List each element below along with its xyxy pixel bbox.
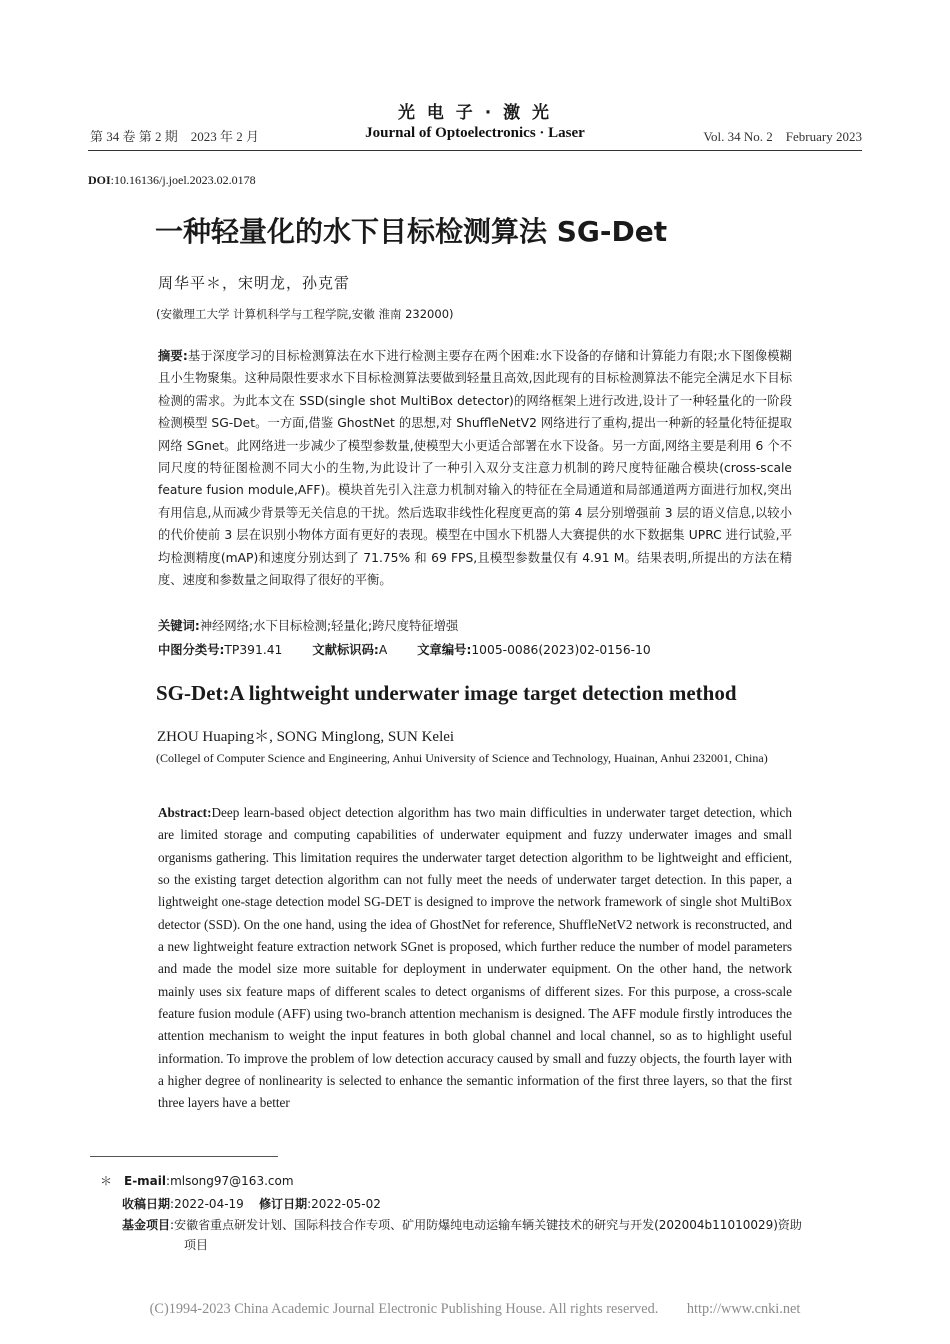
article-no-value: 1005-0086(2023)02-0156-10 bbox=[471, 643, 651, 657]
keywords-cn-label: 关键词 bbox=[158, 619, 195, 633]
doc-code-label: 文献标识码 bbox=[312, 643, 374, 657]
doc-code-value: A bbox=[378, 643, 388, 657]
doc-code-sep: : bbox=[373, 643, 379, 657]
issue-info-cn: 第 34 卷 第 2 期 2023 年 2 月 bbox=[90, 129, 260, 144]
abstract-en-text: Deep learn-based object detection algorithm has two main difficulties in underwater target detection, which are limited storage and computing capabilities of underwater equipment and fuzzy underwater images and small organisms gathering. This limitation requires the underwater target detection algorithm to be lightweight and efficient, so the existing target detection algorithm can not fully meet the needs of underwater target detection. In this paper, a lightweight one-stage detection model SG-DET is designed to improve the network framework of single shot MultiBox detector (SSD). On the one hand, using the idea of GhostNet for reference, ShuffleNetV2 network is reconstructed, and a new lightweight feature extraction network SGnet is proposed, which further reduce the number of model parameters and made the model size more suitable for deployment in underwater equipment. On the other hand, the network mainly uses six feature maps of different scales to detect organisms of different sizes. For this purpose, a cross-scale feature fusion module (AFF) using two-branch attention mechanism is designed. The AFF module firstly introduces the attention mechanism to weight the input features in both global channel and local channel, so as to highlight useful information. To improve the problem of low detection accuracy caused by small and fuzzy objects, the fourth layer with a higher degree of nonlinearity is selected to enhance the semantic information of the first three layers, so that the first three layers have a better bbox=[158, 805, 792, 1111]
received-label: 收稿日期 bbox=[122, 1197, 171, 1211]
footnote-fund bbox=[122, 1215, 812, 1255]
abstract-cn-label: 摘要 bbox=[158, 349, 183, 363]
article-no-sep: : bbox=[466, 643, 472, 657]
footnote-divider bbox=[90, 1156, 278, 1157]
paper-title-cn: 一种轻量化的水下目标检测算法 SG-Det bbox=[155, 215, 668, 248]
received-date: 2022-04-19 bbox=[174, 1197, 244, 1211]
copyright-watermark: (C)1994-2023 China Academic Journal Electronic Publishing House. All rights reserved. http://www.cnki.net bbox=[149, 1301, 801, 1317]
revised-sep: : bbox=[307, 1197, 312, 1211]
issue-info-en: Vol. 34 No. 2 February 2023 bbox=[703, 129, 862, 144]
email-label: E-mail bbox=[124, 1174, 167, 1188]
authors-en: ZHOU Huaping＊, SONG Minglong, SUN Kelei bbox=[157, 729, 455, 745]
clc-value: TP391.41 bbox=[224, 643, 283, 657]
footnote-star: ＊ bbox=[100, 1174, 113, 1188]
received-sep: : bbox=[170, 1197, 175, 1211]
clc-sep: : bbox=[219, 643, 225, 657]
abstract-cn bbox=[158, 345, 792, 591]
clc-label: 中图分类号 bbox=[158, 643, 220, 657]
keywords-cn bbox=[158, 616, 458, 634]
doi-value: 10.16136/j.joel.2023.02.0178 bbox=[114, 173, 256, 187]
doi[interactable] bbox=[88, 173, 256, 188]
fund-text: 安徽省重点研发计划、国际科技合作专项、矿用防爆纯电动运输车辆关键技术的研究与开发(202004b11010029)资助 bbox=[174, 1218, 802, 1232]
doi-sep: : bbox=[110, 173, 115, 187]
affiliation-cn: (安徽理工大学 计算机科学与工程学院,安徽 淮南 232000) bbox=[156, 307, 454, 321]
footnote-email bbox=[100, 1172, 294, 1189]
doi-label: DOI bbox=[88, 173, 111, 187]
journal-name-en: Journal of Optoelectronics · Laser bbox=[365, 125, 585, 141]
header-divider bbox=[88, 150, 862, 151]
email-link[interactable]: mlsong97@163.com bbox=[170, 1174, 294, 1188]
affiliation-en: (Collegel of Computer Science and Engineering, Anhui University of Science and Technology, Huainan, Anhui 232001, China) bbox=[156, 751, 768, 765]
fund-label: 基金项目 bbox=[122, 1218, 171, 1232]
revised-label: 修订日期 bbox=[259, 1197, 308, 1211]
revised-date: 2022-05-02 bbox=[311, 1197, 381, 1211]
fund-sep: : bbox=[170, 1218, 175, 1232]
abstract-en-sep: : bbox=[207, 805, 212, 820]
keywords-cn-sep: : bbox=[194, 619, 200, 633]
abstract-cn-sep: : bbox=[182, 349, 188, 363]
classification-line bbox=[158, 640, 651, 658]
email-sep: : bbox=[166, 1174, 171, 1188]
authors-cn: 周华平＊，宋明龙，孙克雷 bbox=[158, 274, 351, 292]
footnote-dates bbox=[122, 1195, 381, 1212]
paper-title-en: SG-Det:A lightweight underwater image target detection method bbox=[156, 681, 737, 705]
abstract-en-label: Abstract bbox=[158, 805, 208, 820]
abstract-cn-text: 基于深度学习的目标检测算法在水下进行检测主要存在两个困难:水下设备的存储和计算能力有限;水下图像模糊且小生物聚集。这种局限性要求水下目标检测算法要做到轻量且高效,因此现有的目标检测算法不能完全满足水下目标检测的需求。为此本文在 SSD(single shot MultiBox detector)的网络框架上进行改进,设计了一种轻量化的一阶段检测模型 SG-Det。一方面,借鉴 GhostNet 的思想,对 ShuffleNetV2 网络进行了重构,提出一种新的轻量化特征提取网络 SGnet。此网络进一步减少了模型参数量,使模型大小更适合部署在水下设备。另一方面,网络主要是利用 6 个不同尺度的特征图检测不同大小的生物,为此设计了一种引入双分支注意力机制的跨尺度特征融合模块(cross-scale feature fusion module,AFF)。模块首先引入注意力机制对输入的特征在全局通道和局部通道两方面进行加权,突出有用信息,从而减少背景等无关信息的干扰。然后选取非线性化程度更高的第 4 层分别增强前 3 层的语义信息,以较小的代价使前 3 层在识别小物体方面有更好的表现。模型在中国水下机器人大赛提供的水下数据集 UPRC 进行试验,平均检测精度(mAP)和速度分别达到了 71.75% 和 69 FPS,且模型参数量仅有 4.91 M。结果表明,所提出的方法在精度、速度和参数量之间取得了很好的平衡。 bbox=[158, 349, 792, 588]
keywords-cn-text: 神经网络;水下目标检测;轻量化;跨尺度特征增强 bbox=[199, 619, 459, 633]
fund-text-cont: 项目 bbox=[184, 1238, 209, 1252]
journal-name-cn: 光 电 子 · 激 光 bbox=[397, 103, 553, 123]
abstract-en bbox=[158, 802, 792, 1115]
article-no-label: 文章编号 bbox=[417, 643, 467, 657]
